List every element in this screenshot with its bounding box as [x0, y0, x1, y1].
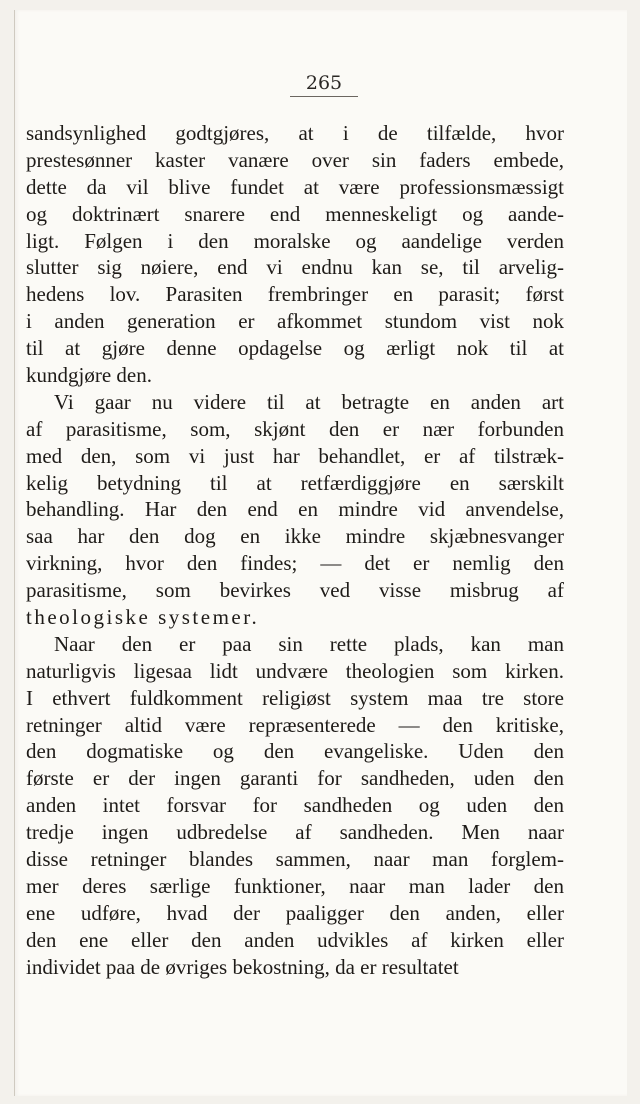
- text-line: med den, som vi just har behandlet, er af tilstræk-: [26, 443, 564, 468]
- text-line: kundgjøre den.: [26, 363, 152, 388]
- text-line: tredje ingen udbredelse af sandheden. Men naar: [26, 820, 564, 845]
- text-line: individet paa de øvriges bekostning, da er resultatet: [26, 954, 459, 979]
- text-line: i anden generation er afkommet stundom vist nok: [26, 309, 564, 334]
- body-text: [26, 120, 564, 981]
- text-line: første er der ingen garanti for sandheden, uden den: [26, 766, 564, 791]
- paragraph: [26, 631, 564, 981]
- text-line: I ethvert fuldkomment religiøst system maa tre store: [26, 685, 564, 710]
- text-line: Vi gaar nu videre til at betragte en anden art: [54, 389, 564, 414]
- text-line: ligt. Følgen i den moralske og aandelige verden: [26, 228, 564, 253]
- text-line: virkning, hvor den findes; — det er nemlig den: [26, 551, 564, 576]
- text-line: af parasitisme, som, skjønt den er nær forbunden: [26, 416, 564, 441]
- text-line: ene udføre, hvad der paaligger den anden, eller: [26, 900, 564, 925]
- paragraph: [26, 120, 564, 389]
- text-line: behandling. Har den end en mindre vid anvendelse,: [26, 497, 564, 522]
- text-line: prestesønner kaster vanære over sin faders embede,: [26, 147, 564, 172]
- text-line: hedens lov. Parasiten frembringer en parasit; først: [26, 282, 564, 307]
- text-line: retninger altid være repræsenterede — den kritiske,: [26, 712, 564, 737]
- text-line: slutter sig nøiere, end vi endnu kan se, til arvelig-: [26, 255, 564, 280]
- text-line: den dogmatiske og den evangeliske. Uden den: [26, 739, 564, 764]
- paragraph: [26, 389, 564, 631]
- text-line: kelig betydning til at retfærdiggjøre en særskilt: [26, 470, 564, 495]
- text-line: sandsynlighed godtgjøres, at i de tilfælde, hvor: [26, 121, 564, 145]
- text-line: til at gjøre denne opdagelse og ærligt nok til at: [26, 336, 564, 361]
- book-page: [14, 10, 627, 1096]
- text-line: saa har den dog en ikke mindre skjæbnesvanger: [26, 524, 564, 549]
- text-line: Naar den er paa sin rette plads, kan man: [54, 631, 564, 656]
- text-line: dette da vil blive fundet at være professionsmæssigt: [26, 174, 564, 199]
- text-line: disse retninger blandes sammen, naar man forglem-: [26, 847, 564, 872]
- text-line: naturligvis ligesaa lidt undvære theologien som kirken.: [26, 658, 564, 683]
- text-line: anden intet forsvar for sandheden og uden den: [26, 793, 564, 818]
- text-line: den ene eller den anden udvikles af kirken eller: [26, 927, 564, 952]
- page-number: 265: [290, 72, 358, 97]
- text-line: theologiske systemer.: [26, 605, 260, 630]
- text-line: parasitisme, som bevirkes ved visse misbrug af: [26, 578, 564, 603]
- text-line: og doktrinært snarere end menneskeligt og aande-: [26, 201, 564, 226]
- text-line: mer deres særlige funktioner, naar man lader den: [26, 873, 564, 898]
- page-header: [15, 72, 627, 97]
